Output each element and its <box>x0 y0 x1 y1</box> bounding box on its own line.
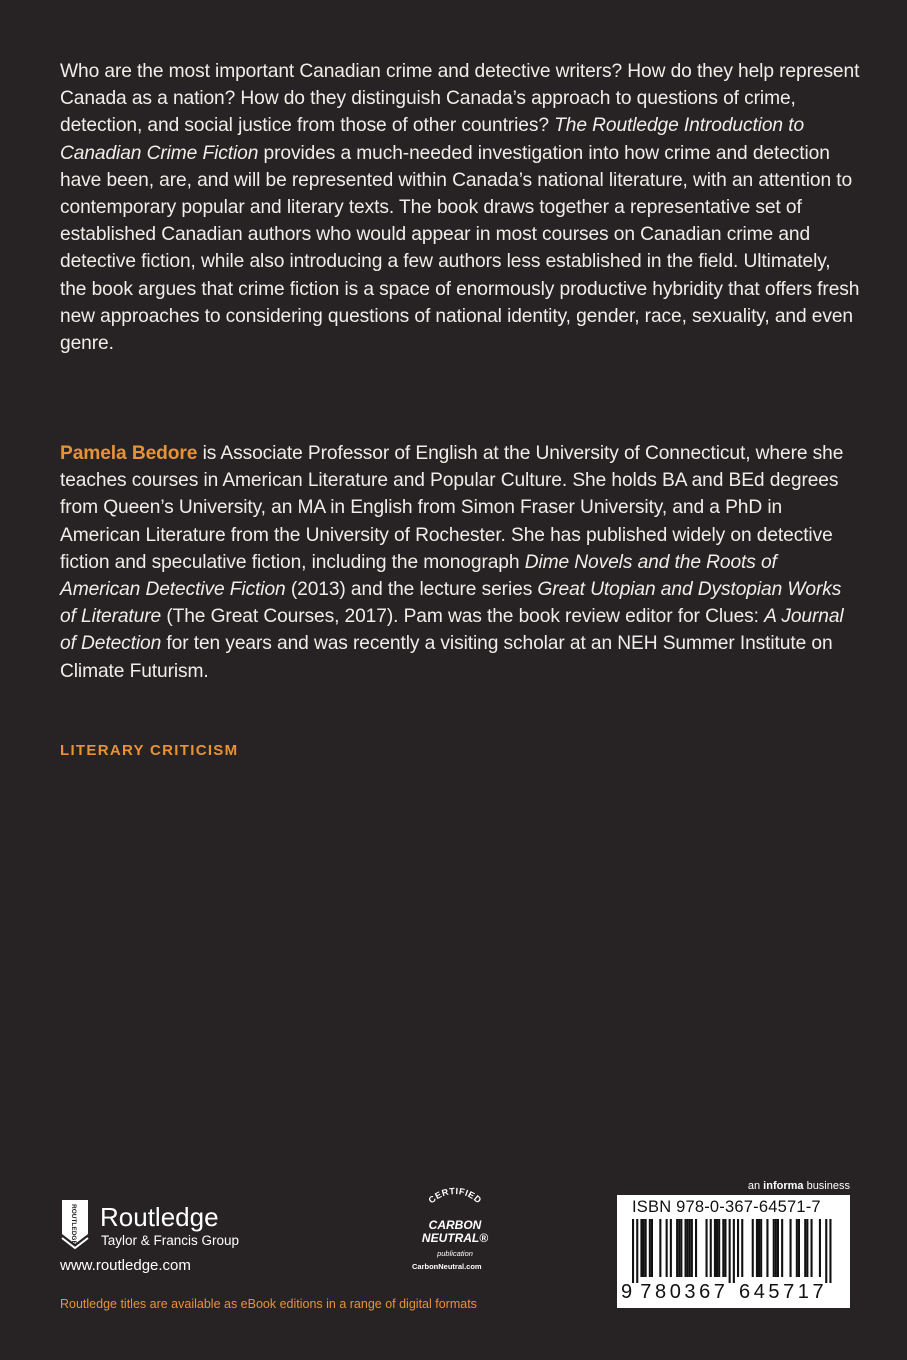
isbn-barcode <box>617 1195 850 1308</box>
barcode-digit: 7 <box>783 1281 795 1303</box>
routledge-mark-icon <box>60 1200 90 1252</box>
barcode-bar <box>729 1219 731 1283</box>
barcode-bar <box>741 1219 743 1277</box>
barcode-bar <box>811 1219 813 1277</box>
carbon-text: CARBON <box>428 1218 482 1232</box>
barcode-bar <box>710 1219 712 1277</box>
barcode-bar <box>733 1219 735 1283</box>
barcode-bar <box>678 1219 680 1277</box>
barcode-bar <box>737 1219 739 1277</box>
category-label: LITERARY CRITICISM <box>60 742 239 759</box>
barcode-bar <box>714 1219 716 1277</box>
barcode-bar <box>632 1219 634 1283</box>
barcode-bar <box>806 1219 808 1277</box>
barcode-digit: 6 <box>739 1281 751 1303</box>
barcode-digit: 3 <box>684 1281 696 1303</box>
informa-suffix: business <box>803 1180 850 1192</box>
publication-text: publication <box>437 1249 473 1258</box>
book-description <box>60 58 860 357</box>
barcode-bar <box>643 1219 645 1277</box>
barcode-bar <box>687 1219 689 1277</box>
bio-text-1: is Associate Professor of English at the University of Connecticut, where she teaches courses in American Literature and Popular Culture. She holds BA and BEd degrees from Queen’s University, an MA in English from Simon Fraser University, and a PhD in American Literature from the University of Rochester. She has published widely on detective fiction and speculative fiction, including the monograph <box>60 443 844 573</box>
barcode-bar <box>781 1219 783 1277</box>
barcode-bar <box>640 1219 642 1277</box>
barcode-bar <box>752 1219 754 1277</box>
description-text-2: provides a much-needed investigation into how crime and detection have been, are, and will be represented within Canada’s national literature, with an attention to contemporary popular and literary texts. The book draws together a representative set of established Canadian authors who would appear in most courses on Canadian crime and detective fiction, while also introducing a few authors less established in the field. Ultimately, the book argues that crime fiction is a space of enormously productive hybridity that offers fresh new approaches to considering questions of national identity, gender, race, sexuality, and even genre. <box>60 142 860 355</box>
barcode-bar <box>649 1219 651 1277</box>
barcode-bar <box>636 1219 638 1283</box>
informa-prefix: an <box>747 1180 764 1192</box>
book-title-italic: The Routledge Introduction to Canadian Crime Fiction <box>60 115 805 164</box>
barcode-digit: 0 <box>669 1281 681 1303</box>
barcode-bar <box>716 1219 718 1277</box>
barcode-digit: 7 <box>640 1281 652 1303</box>
informa-brand: informa <box>763 1180 804 1192</box>
barcode-digit: 7 <box>812 1281 824 1303</box>
barcode-bar <box>676 1219 678 1277</box>
description-text-1: Who are the most important Canadian crime and detective writers? How do they help represent Canada as a nation? How do they distinguish Canada’s approach to questions of crime, detection, and social justice from those of other countries? <box>60 61 860 137</box>
barcode-digit: 1 <box>797 1281 809 1303</box>
barcode-digit: 4 <box>753 1281 765 1303</box>
barcode-bar <box>659 1219 661 1277</box>
publisher-website: www.routledge.com <box>60 1257 191 1274</box>
barcode-digit: 8 <box>655 1281 667 1303</box>
barcode-digit: 7 <box>713 1281 725 1303</box>
informa-label <box>748 1180 850 1192</box>
author-name: Pamela Bedore <box>60 443 198 464</box>
barcode-bar <box>804 1219 806 1277</box>
publisher-group: Taylor & Francis Group <box>101 1233 240 1248</box>
barcode-bar <box>777 1219 779 1277</box>
carbon-neutral-url: CarbonNeutral.com <box>412 1262 482 1271</box>
barcode-bar <box>685 1219 687 1277</box>
publisher-name: Routledge <box>100 1202 219 1232</box>
barcode-bar <box>819 1219 821 1277</box>
barcode-bar <box>680 1219 682 1277</box>
ebook-note: Routledge titles are available as eBook editions in a range of digital formats <box>60 1297 477 1311</box>
barcode-bar <box>796 1219 798 1277</box>
bio-text-2: (2013) and the lecture series <box>285 579 538 601</box>
barcode-bar <box>695 1219 697 1277</box>
bio-work-1: Dime Novels and the Roots of American Detective Fiction <box>60 551 777 601</box>
barcode-bar <box>760 1219 762 1277</box>
svg-text:CERTIFIED <box>426 1186 483 1206</box>
barcode-bar <box>670 1219 672 1277</box>
isbn-label: ISBN 978-0-367-64571-7 <box>632 1198 821 1216</box>
bio-work-3: A Journal of Detection <box>60 606 844 655</box>
barcode-bar <box>798 1219 800 1277</box>
neutral-text: NEUTRAL® <box>421 1231 489 1245</box>
barcode-digit: 6 <box>699 1281 711 1303</box>
certified-text: CERTIFIED <box>426 1185 484 1206</box>
barcode-digit: 5 <box>768 1281 780 1303</box>
barcode-bar <box>825 1219 827 1283</box>
barcode-bar <box>756 1219 758 1277</box>
bio-work-2: Great Utopian and Dystopian Works of Literature <box>60 579 842 628</box>
barcode-bar <box>829 1219 831 1283</box>
barcode-bar <box>724 1219 726 1277</box>
barcode-bar <box>718 1219 720 1277</box>
barcode-bar <box>689 1219 691 1277</box>
barcode-bars <box>621 1219 846 1283</box>
barcode-bar <box>758 1219 760 1277</box>
bio-text-4: for ten years and was recently a visiting scholar at an NEH Summer Institute on Climate Futurism. <box>60 633 833 682</box>
barcode-digits <box>621 1280 846 1304</box>
barcode-bar <box>766 1219 768 1277</box>
barcode-bar <box>645 1219 647 1277</box>
barcode-bar <box>706 1219 708 1277</box>
barcode-bar <box>691 1219 693 1277</box>
barcode-digit: 9 <box>621 1281 633 1303</box>
barcode-bar <box>666 1219 668 1277</box>
bio-text-3: (The Great Courses, 2017). Pam was the book review editor for Clues: <box>161 606 765 628</box>
author-bio <box>60 440 860 685</box>
barcode-bar <box>790 1219 792 1277</box>
logo-mark-text: ROUTLEDGE <box>70 1204 77 1245</box>
barcode-bar <box>773 1219 775 1277</box>
barcode-bar <box>775 1219 777 1277</box>
barcode-bar <box>722 1219 724 1277</box>
barcode-bar <box>651 1219 653 1277</box>
